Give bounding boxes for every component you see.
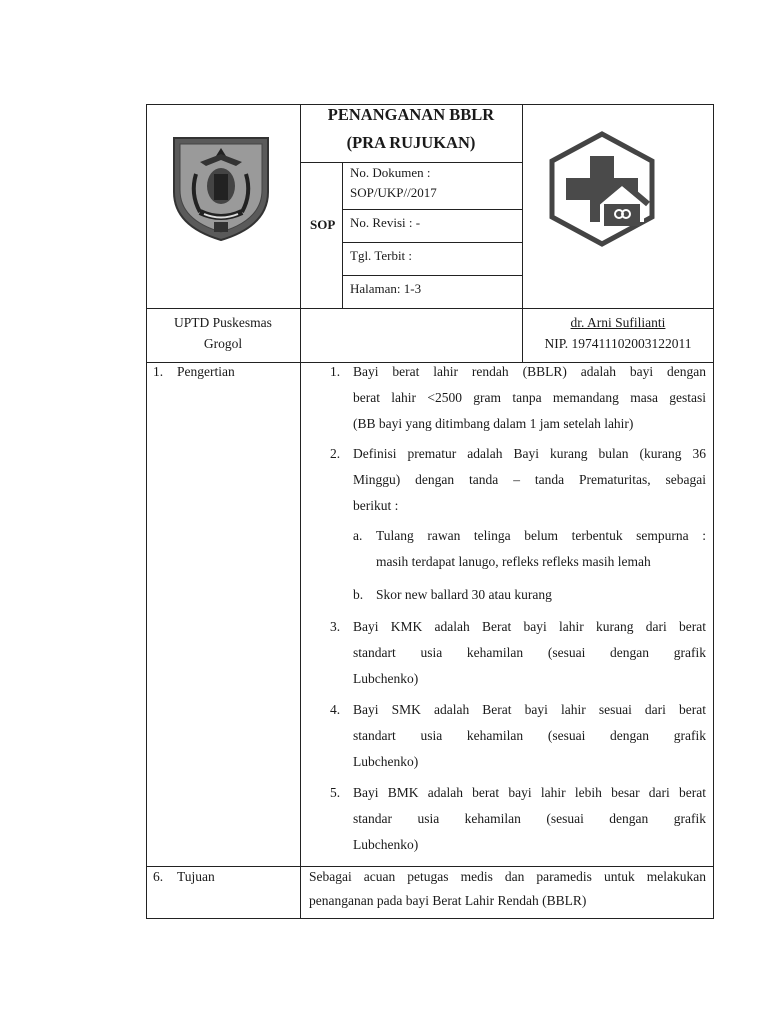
list-item-number: 1. <box>330 364 341 379</box>
list-item-text: Bayi BMK adalah berat bayi lahir lebih besar dari berat <box>353 785 706 800</box>
list-item-text: berikut : <box>353 498 399 513</box>
tujuan-text: Sebagai acuan petugas medis dan paramedis untuk melakukan <box>309 869 706 884</box>
list-item-text: Lubchenko) <box>353 671 419 686</box>
sub-item-letter: a. <box>353 528 363 543</box>
regency-crest-icon <box>170 134 272 242</box>
no-dokumen-label: No. Dokumen : <box>350 165 431 180</box>
list-item-text: standart usia kehamilan (sesuai dengan grafik <box>353 728 706 743</box>
org-name-line1: UPTD Puskesmas <box>174 315 272 330</box>
sub-item-text: masih terdapat lanugo, refleks refleks masih lemah <box>376 554 651 569</box>
list-item-text: Lubchenko) <box>353 754 419 769</box>
sop-label: SOP <box>310 217 336 232</box>
signatory-nip: NIP. 197411102003122011 <box>544 336 692 351</box>
no-dokumen-value: SOP/UKP//2017 <box>350 185 437 200</box>
list-item-text: standar usia kehamilan (sesuai dengan grafik <box>353 811 706 826</box>
list-item-number: 5. <box>330 785 341 800</box>
sub-item-text: Tulang rawan telinga belum terbentuk sempurna : <box>376 528 706 543</box>
list-item-text: Bayi SMK adalah Berat bayi lahir sesuai dari berat <box>353 702 706 717</box>
document-title: PENANGANAN BBLR <box>327 105 495 124</box>
list-item-text: berat lahir <2500 gram tanpa memandang masa gestasi <box>353 390 706 405</box>
list-item-number: 2. <box>330 446 341 461</box>
puskesmas-logo-icon <box>548 130 656 248</box>
tgl-terbit: Tgl. Terbit : <box>350 248 413 263</box>
list-item-text: standart usia kehamilan (sesuai dengan grafik <box>353 645 706 660</box>
divider <box>146 308 714 309</box>
divider <box>342 162 343 308</box>
list-item-text: Lubchenko) <box>353 837 419 852</box>
list-item-text: Bayi KMK adalah Berat bayi lahir kurang dari berat <box>353 619 706 634</box>
halaman: Halaman: 1-3 <box>350 281 422 296</box>
list-item-text: Minggu) dengan tanda – tanda Prematuritas, sebagai <box>353 472 706 487</box>
section-number: 1. <box>153 364 164 379</box>
document-subtitle: (PRA RUJUKAN) <box>346 133 476 152</box>
sub-item-letter: b. <box>353 587 364 602</box>
list-item-text: Bayi berat lahir rendah (BBLR) adalah bayi dengan <box>353 364 706 379</box>
list-item-number: 4. <box>330 702 341 717</box>
section-number: 6. <box>153 869 164 884</box>
divider <box>300 104 301 919</box>
section-label: Tujuan <box>177 869 215 884</box>
list-item-text: (BB bayi yang ditimbang dalam 1 jam setelah lahir) <box>353 416 634 431</box>
list-item-text: Definisi prematur adalah Bayi kurang bulan (kurang 36 <box>353 446 706 461</box>
no-revisi: No. Revisi : - <box>350 215 421 230</box>
tujuan-text: penanganan pada bayi Berat Lahir Rendah (BBLR) <box>309 893 587 908</box>
sub-item-text: Skor new ballard 30 atau kurang <box>376 587 552 602</box>
org-name-line2: Grogol <box>203 336 243 351</box>
section-label: Pengertian <box>177 364 235 379</box>
list-item-number: 3. <box>330 619 341 634</box>
signatory-name: dr. Arni Sufilianti <box>570 315 666 330</box>
